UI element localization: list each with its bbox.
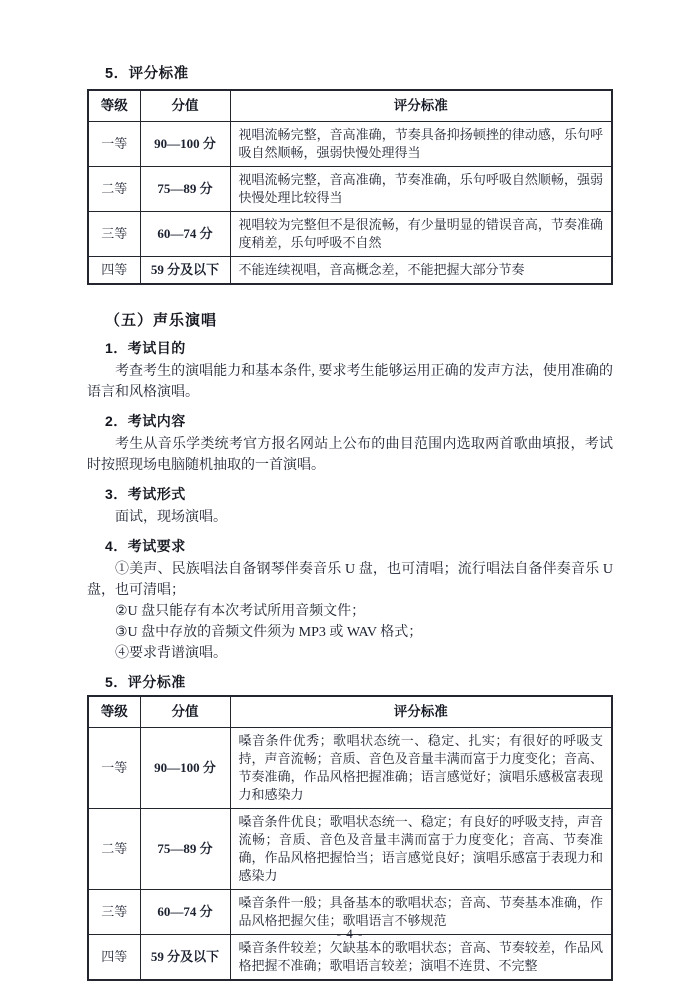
table-row [88,257,612,285]
table-row [88,728,612,809]
grade-column-header: 等级 [88,696,140,728]
score-column-header: 分值 [140,90,230,122]
criteria-cell: 视唱流畅完整，音高准确，节奏具备抑扬顿挫的律动感，乐句呼吸自然顺畅，强弱快慢处理得当 [230,122,612,167]
heading-exam-requirements: 4．考试要求 [105,538,186,554]
heading-exam-purpose: 1．考试目的 [105,340,186,356]
requirement-item-4: ④要求背谱演唱。 [115,646,227,661]
grade-cell: 二等 [88,167,140,212]
criteria-cell: 嗓音条件优良；歌唱状态统一、稳定；有良好的呼吸支持，声音流畅；音质、音色及音量丰满而富于力度变化；音高、节奏准确，作品风格把握恰当；语言感觉良好；演唱乐感富于表现力和感染力 [230,809,612,890]
criteria-cell: 视唱较为完整但不是很流畅，有少量明显的错误音高，节奏准确度稍差，乐句呼吸不自然 [230,212,612,257]
heading-scoring-standards-top: 5．评分标准 [105,66,189,82]
table-row [88,809,612,890]
grade-column-header: 等级 [88,90,140,122]
score-cell: 90—100 分 [140,122,230,167]
criteria-cell: 视唱流畅完整，音高准确，节奏准确，乐句呼吸自然顺畅，强弱快慢处理比较得当 [230,167,612,212]
grade-cell: 三等 [88,212,140,257]
score-cell: 59 分及以下 [140,257,230,285]
score-cell: 60—74 分 [140,212,230,257]
heading-vocal-performance: （五）声乐演唱 [105,312,218,329]
heading-exam-content: 2．考试内容 [105,413,186,429]
score-cell: 60—74 分 [140,890,230,935]
exam-purpose-text: 考查考生的演唱能力和基本条件, 要求考生能够运用正确的发声方法，使用准确的语言和风格演唱。 [87,364,613,400]
criteria-cell: 嗓音条件一般；具备基本的歌唱状态；音高、节奏基本准确，作品风格把握欠佳；歌唱语言不够规范 [230,890,612,935]
table-row [88,122,612,167]
score-cell: 90—100 分 [140,728,230,809]
table-header-row [88,696,612,728]
page-number: - 4 - [336,926,364,941]
sight-singing-scoring-table [87,89,613,285]
criteria-column-header: 评分标准 [230,696,612,728]
table-header-row [88,90,612,122]
table-row [88,167,612,212]
exam-content-text: 考生从音乐学类统考官方报名网站上公布的曲目范围内选取两首歌曲填报，考试时按照现场电脑随机抽取的一首演唱。 [87,437,613,473]
grade-cell: 一等 [88,122,140,167]
criteria-column-header: 评分标准 [230,90,612,122]
requirement-item-1: ①美声、民族唱法自备钢琴伴奏音乐 U 盘，也可清唱；流行唱法自备伴奏音乐 U 盘，也可清唱； [87,562,613,598]
criteria-cell: 嗓音条件优秀；歌唱状态统一、稳定、扎实；有很好的呼吸支持，声音流畅；音质、音色及音量丰满而富于力度变化；音高、节奏准确，作品风格把握准确；语言感觉好；演唱乐感极富表现力和感染力 [230,728,612,809]
score-cell: 75—89 分 [140,167,230,212]
grade-cell: 四等 [88,257,140,285]
heading-scoring-standards-vocal: 5．评分标准 [105,674,186,690]
table-row [88,212,612,257]
score-cell: 75—89 分 [140,809,230,890]
exam-format-text: 面试，现场演唱。 [115,510,227,525]
requirement-item-2: ②U 盘只能存有本次考试所用音频文件； [115,604,366,619]
grade-cell: 一等 [88,728,140,809]
grade-cell: 三等 [88,890,140,935]
heading-exam-format: 3．考试形式 [105,486,186,502]
grade-cell: 二等 [88,809,140,890]
grade-cell: 四等 [88,935,140,981]
score-cell: 59 分及以下 [140,935,230,981]
criteria-cell: 不能连续视唱，音高概念差，不能把握大部分节奏 [230,257,612,285]
score-column-header: 分值 [140,696,230,728]
criteria-cell: 嗓音条件较差；欠缺基本的歌唱状态；音高、节奏较差，作品风格把握不准确；歌唱语言较差；演唱不连贯、不完整 [230,935,612,981]
requirement-item-3: ③U 盘中存放的音频文件须为 MP3 或 WAV 格式； [115,625,423,640]
